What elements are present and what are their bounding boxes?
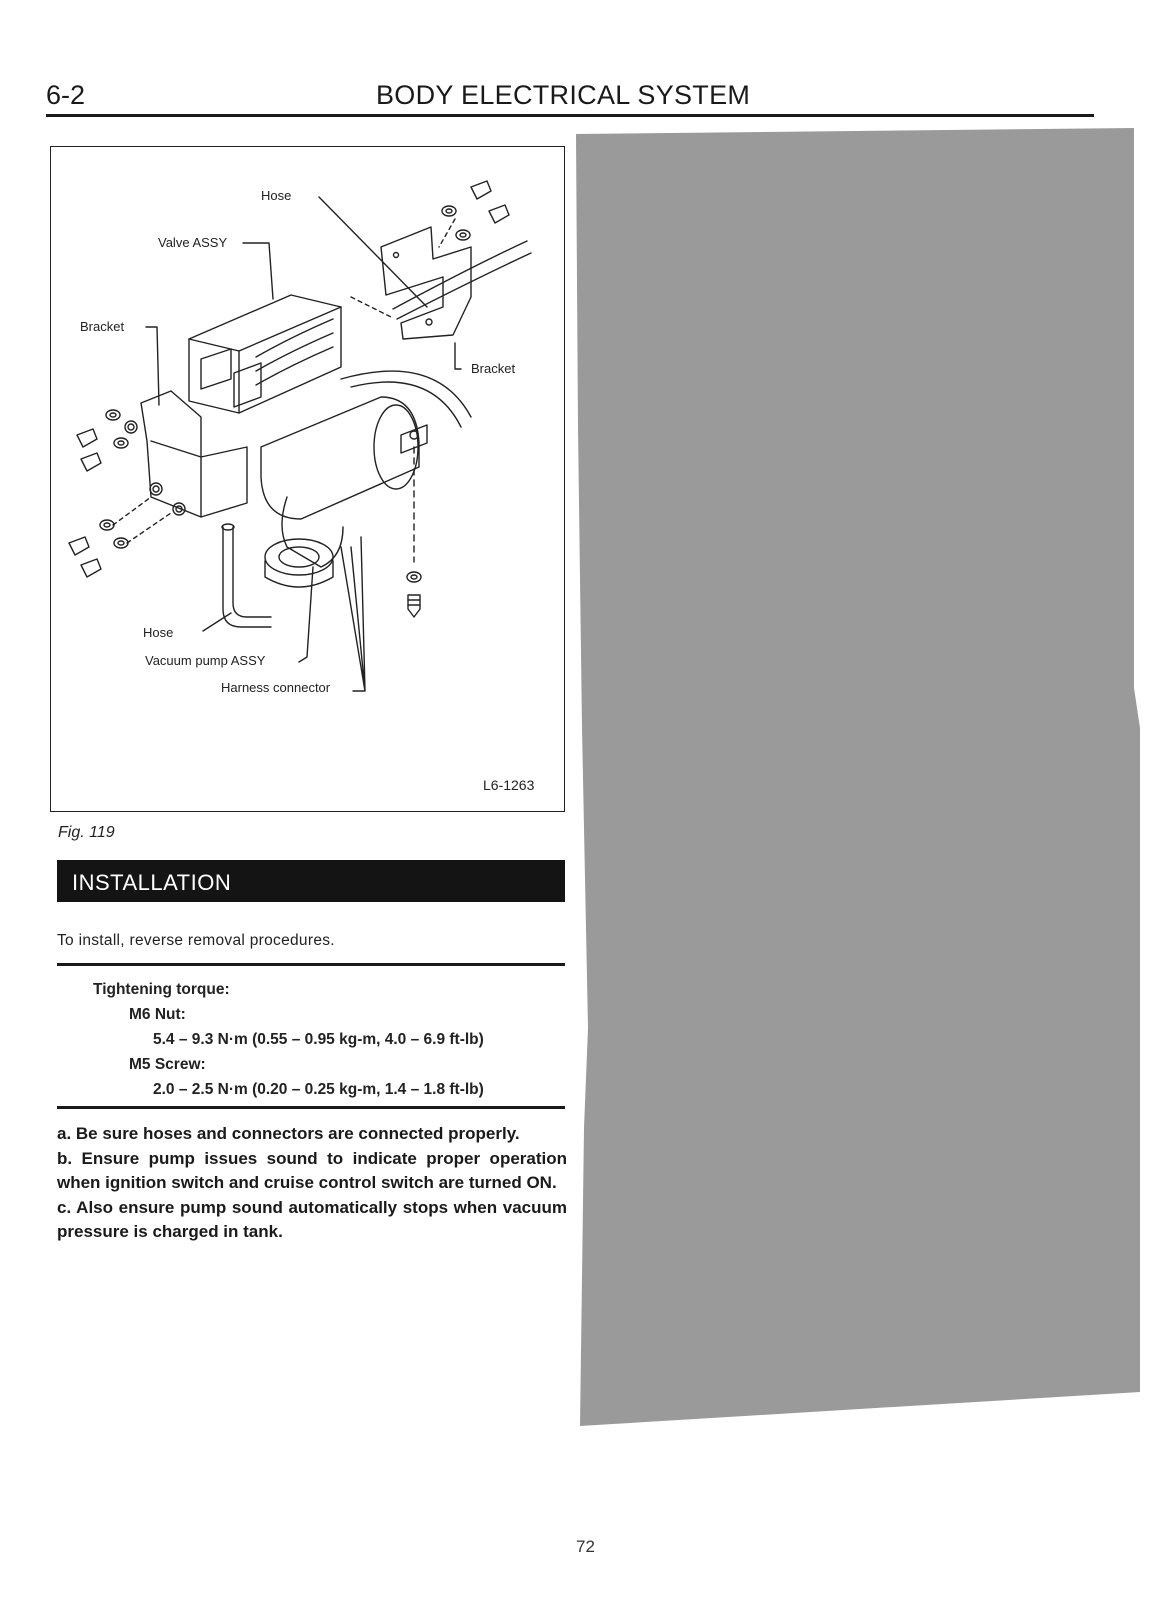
note-b: b. Ensure pump issues sound to indicate proper operation when ignition switch and cruise control switch are turned ON.	[57, 1148, 567, 1192]
note-c: c. Also ensure pump sound automatically stops when vacuum pressure is charged in tank.	[57, 1197, 567, 1241]
bracket-left	[141, 391, 247, 517]
screw-icon	[489, 205, 509, 223]
gray-blank-panel	[574, 128, 1152, 1428]
hose-bottom	[223, 527, 271, 627]
figure-box	[50, 146, 565, 812]
vacuum-pump-body	[261, 397, 419, 519]
leader-valve	[243, 243, 273, 299]
label-vacuum-pump: Vacuum pump ASSY	[145, 653, 266, 668]
hose-tube	[393, 241, 531, 319]
screw-icon	[69, 537, 89, 555]
m5-screw-value: 2.0 – 2.5 N·m (0.20 – 0.25 kg-m, 1.4 – 1.8 ft-lb)	[153, 1081, 484, 1098]
leader-harness	[341, 537, 365, 691]
figure-code: L6-1263	[483, 777, 535, 793]
section-title: INSTALLATION	[72, 870, 232, 895]
vacuum-pump-diagram	[51, 147, 566, 813]
screw-icon	[408, 595, 420, 617]
m6-nut-value: 5.4 – 9.3 N·m (0.55 – 0.95 kg-m, 4.0 – 6.9 ft-lb)	[153, 1031, 484, 1048]
label-hose-top: Hose	[261, 188, 292, 203]
note-a: a. Be sure hoses and connectors are connected properly.	[57, 1124, 520, 1143]
intro-text: To install, reverse removal procedures.	[57, 932, 335, 949]
divider-top	[57, 963, 565, 966]
leader-hose-top	[319, 197, 427, 307]
notes-list	[57, 1122, 567, 1245]
screw-icon	[471, 181, 491, 199]
page-number-bottom: 72	[576, 1537, 595, 1556]
figure-caption: Fig. 119	[58, 824, 115, 841]
label-harness-connector: Harness connector	[221, 680, 331, 695]
label-bracket-left: Bracket	[80, 319, 125, 334]
leader-pump	[299, 567, 313, 662]
page-title: BODY ELECTRICAL SYSTEM	[376, 80, 751, 110]
header-rule	[46, 114, 1094, 117]
page-number-top: 6-2	[46, 80, 86, 110]
label-valve-assy: Valve ASSY	[158, 235, 228, 250]
divider-bottom	[57, 1106, 565, 1109]
screw-icon	[81, 453, 101, 471]
leader-bracket-right	[455, 343, 461, 369]
label-hose-bottom: Hose	[143, 625, 174, 640]
m5-screw-label: M5 Screw:	[129, 1056, 206, 1073]
m6-nut-label: M6 Nut:	[129, 1006, 186, 1023]
screw-icon	[77, 429, 97, 447]
leader-bracket-left	[146, 327, 159, 405]
label-bracket-right: Bracket	[471, 361, 516, 376]
screw-icon	[81, 559, 101, 577]
torque-heading: Tightening torque:	[93, 981, 230, 998]
